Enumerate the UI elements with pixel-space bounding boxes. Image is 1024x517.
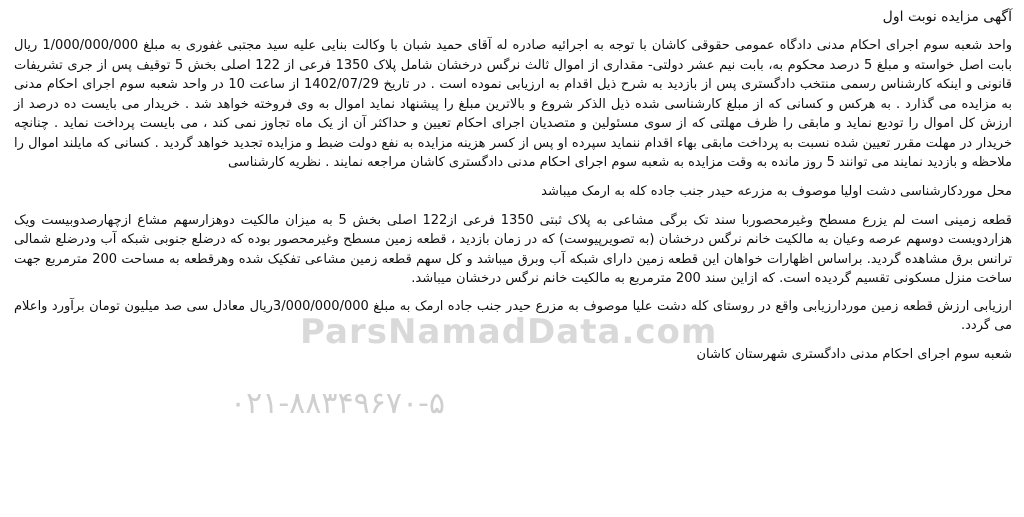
phone-watermark: ۰۲۱-۸۸۳۴۹۶۷۰-۵ — [230, 386, 446, 421]
site-watermark: ParsNamadData.com — [300, 312, 718, 352]
location-line: محل موردکارشناسی دشت اولیا موصوف به مزرعه حیدر جنب جاده کله به ارمک میباشد — [541, 183, 1012, 199]
notice-body-paragraph: واحد شعبه سوم اجرای احکام مدنی دادگاه عمومی حقوقی کاشان با توجه به اجرائیه صادره له آقای حمید شبان با وکالت بنایی علیه سید مجتبی غفوری به مبلغ 1/000/000/000 ریال بابت اصل خواسته و مبلغ 5 درصد محکوم به، بابت نیم عشر دولتی- مقداری از اموال ثالث نرگس درخشان شامل پلاک 1350 فرعی از 122 اصلی بخش 5 توقیف پس از جری تشریفات قانونی و اینکه کارشناس رسمی منتخب دادگستری پس از بازدید به شرح ذیل اقدام به ارزیابی نموده است . در تاریخ 1402/07/29 از ساعت 10 در واحد شعبه سوم اجرای احکام مدنی به مزایده می گذارد . به هرکس و کسانی که از مبلغ کارشناسی شده ذیل الذکر شروع و بالاترین مبلغ را پیشنهاد نماید اموال به وی فروخته خواهد شد . خریدار می بایست ده درصد از ارزش کل اموال را تودیع نماید و مابقی را ظرف مهلتی که از سوی مسئولین و متصدیان اجرای احکام تعیین و حداکثر آن از یک ماه تجاوز نمی کند ، می بایست پرداخت نماید . چنانچه خریدار در مهلت مقرر تعیین شده نسبت به پرداخت مابقی بهاء اقدام ننماید سپرده او پس از کسر هزینه مزایده به نفع دولت ضبط و مزایده تجدید خواهد گردید . کسانی که مایلند اموال را ملاحظه و بازدید نمایند می توانند 5 روز مانده به وقت مزایده به شعبه سوم اجرای احکام مدنی دادگستری کاشان مراجعه نمایند . نظریه کارشناسی — [14, 38, 1013, 170]
property-description-paragraph: قطعه زمینی است لم یزرع مسطح وغیرمحصوربا سند تک برگی مشاعی به پلاک ثبتی 1350 فرعی از122 اصلی بخش 5 به میزان مالکیت دوهزارسهم مشاع ازچهارصدوبیست ویک هزاردویست دوسهم عرصه وعیان به مالکیت خانم نرگس درخشان (به تصویرپیوست) که در زمان بازدید ، قطعه زمین مسطح وغیرمحصور بوده که درضلع جنوبی شبکه آب ودرضلع شمالی ترانس برق مشاهده گردید. براساس اظهارات خواهان این قطعه زمین دارای شبکه آب وبرق میباشد و کل سهم قطعه زمین مشاعی تفکیک شده وهرقطعه به مساحت 200 مترمربع جهت ساخت منزل مسکونی تقسیم گردیده است. که ازاین سند 200 مترمربع به مالکیت خانم نرگس درخشان میباشد. — [14, 212, 1013, 286]
valuation-paragraph: ارزیابی ارزش قطعه زمین موردارزیابی واقع در روستای کله دشت علیا موصوف به مزرع حیدر جنب جاده ارمک به مبلغ 3/000/000/000ریال معادل سی صد میلیون تومان برآورد واعلام می گردد. — [14, 298, 1012, 333]
notice-title: آگهی مزایده نوبت اول — [882, 9, 1012, 25]
issuer-signature: شعبه سوم اجرای احکام مدنی دادگستری شهرستان کاشان — [696, 346, 1012, 362]
